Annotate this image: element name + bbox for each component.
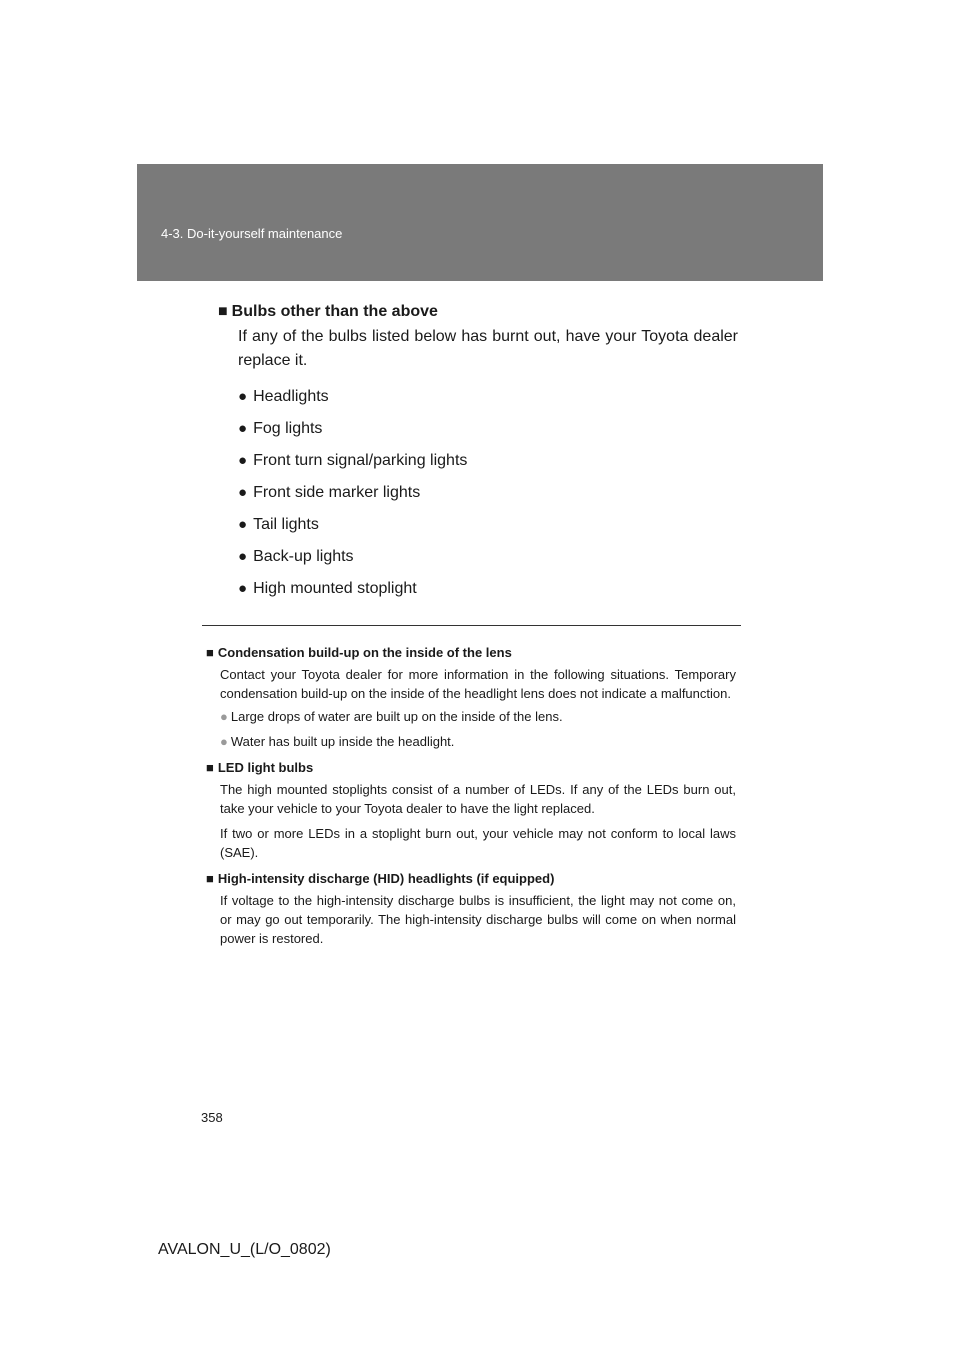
note-heading: ■ LED light bulbs bbox=[206, 760, 314, 775]
list-item: ● Back-up lights bbox=[238, 541, 738, 573]
square-bullet-icon: ■ bbox=[206, 760, 214, 775]
note-paragraph: If voltage to the high-intensity discharge bulbs is insufficient, the light may not come on, or may go out temporarily. The high-intensity discharge bulbs will come on when normal power is restored. bbox=[220, 893, 736, 946]
document-footer: AVALON_U_(L/O_0802) bbox=[158, 1241, 331, 1258]
circle-bullet-icon: ● bbox=[238, 388, 248, 405]
list-item: ● Fog lights bbox=[238, 413, 738, 445]
square-bullet-icon: ■ bbox=[206, 645, 214, 660]
circle-bullet-icon: ● bbox=[238, 580, 248, 597]
note-heading: ■ Condensation build-up on the inside of the lens bbox=[206, 645, 512, 660]
list-item: ● Front side marker lights bbox=[238, 477, 738, 509]
note-bullet-list bbox=[220, 707, 736, 751]
bulb-list bbox=[238, 381, 738, 605]
square-bullet-icon: ■ bbox=[206, 871, 214, 886]
chapter-header bbox=[137, 164, 823, 281]
page-number: 358 bbox=[201, 1110, 223, 1125]
list-item: ● Tail lights bbox=[238, 509, 738, 541]
note-heading: ■ High-intensity discharge (HID) headlights (if equipped) bbox=[206, 871, 555, 886]
list-item: ● Front turn signal/parking lights bbox=[238, 445, 738, 477]
main-section bbox=[218, 303, 738, 605]
list-item: ● Headlights bbox=[238, 381, 738, 413]
note-paragraph: Contact your Toyota dealer for more information in the following situations. Temporary condensation build-up on the inside of the headlight lens does not indicate a malfunction. bbox=[220, 667, 736, 701]
circle-bullet-icon: ● bbox=[238, 548, 248, 565]
note-paragraph: If two or more LEDs in a stoplight burn out, your vehicle may not conform to local laws (SAE). bbox=[220, 826, 736, 860]
circle-bullet-icon: ● bbox=[238, 420, 248, 437]
list-item: ● Large drops of water are built up on the inside of the lens. bbox=[220, 709, 563, 724]
circle-bullet-icon: ● bbox=[220, 734, 228, 749]
divider bbox=[202, 625, 741, 626]
section-body: If any of the bulbs listed below has burnt out, have your Toyota dealer replace it. bbox=[238, 328, 738, 369]
section-title: 4-3. Do-it-yourself maintenance bbox=[161, 226, 343, 241]
section-heading bbox=[218, 303, 738, 321]
list-item: ● High mounted stoplight bbox=[238, 573, 738, 605]
circle-bullet-icon: ● bbox=[238, 452, 248, 469]
square-bullet-icon: ■ bbox=[218, 303, 228, 320]
circle-bullet-icon: ● bbox=[238, 516, 248, 533]
list-item: ● Water has built up inside the headlight. bbox=[220, 734, 455, 749]
circle-bullet-icon: ● bbox=[220, 709, 228, 724]
section-heading-text: Bulbs other than the above bbox=[231, 303, 438, 320]
circle-bullet-icon: ● bbox=[238, 484, 248, 501]
notes-section bbox=[206, 644, 736, 948]
note-paragraph: The high mounted stoplights consist of a number of LEDs. If any of the LEDs burn out, take your vehicle to your Toyota dealer to have the light replaced. bbox=[220, 782, 736, 816]
